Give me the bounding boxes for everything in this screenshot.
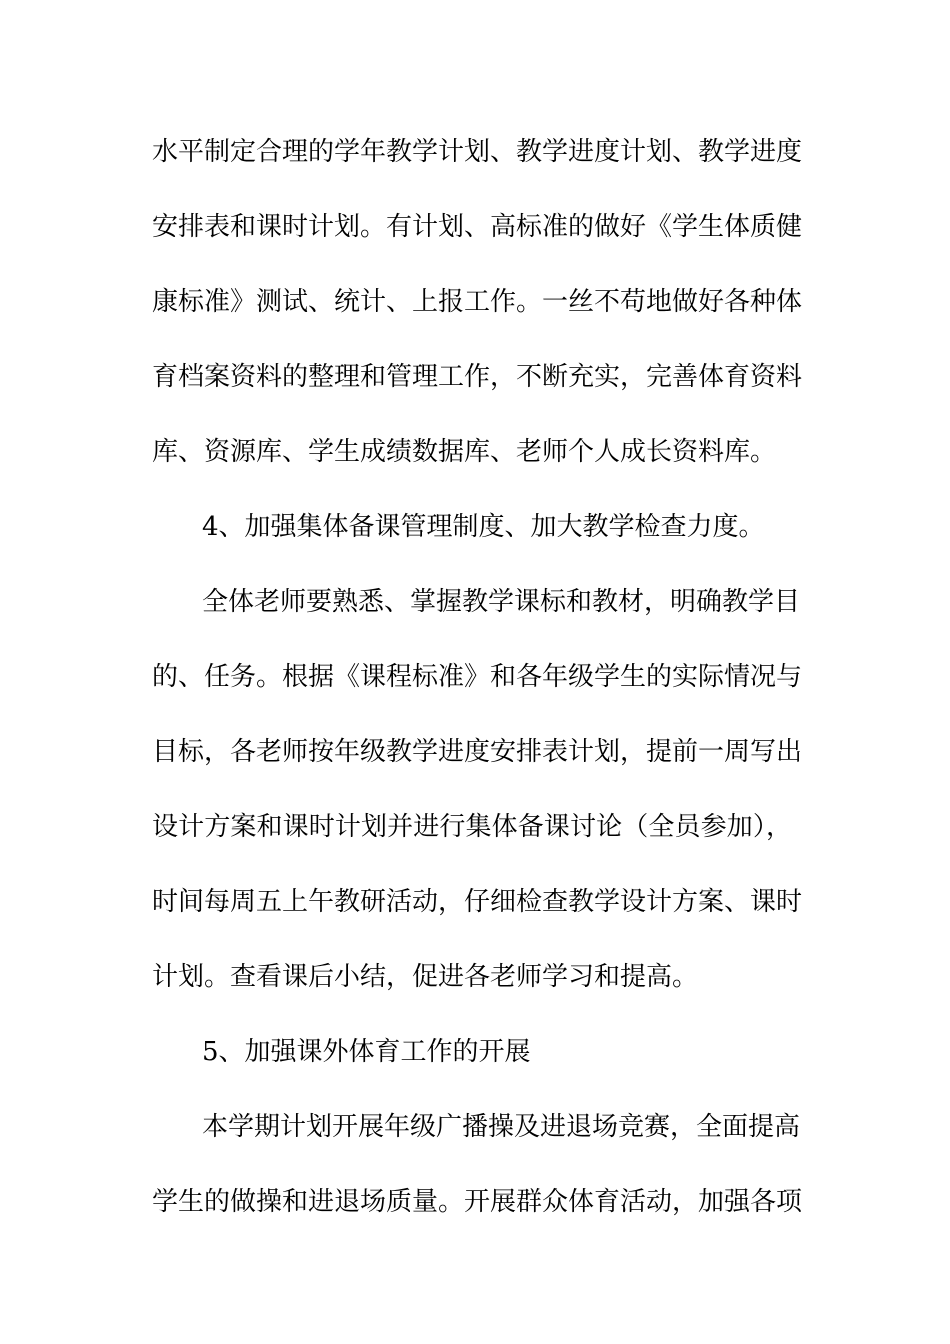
section-heading: 4、加强集体备课管理制度、加大教学检查力度。	[202, 512, 765, 542]
text-line: 库、资源库、学生成绩数据库、老师个人成长资料库。	[152, 437, 777, 467]
text-line: 全体老师要熟悉、掌握教学课标和教材，明确教学目	[202, 587, 801, 617]
text-line: 目标，各老师按年级教学进度安排表计划，提前一周写出	[152, 737, 803, 767]
text-line: 本学期计划开展年级广播操及进退场竞赛，全面提高	[202, 1112, 801, 1142]
text-line: 水平制定合理的学年教学计划、教学进度计划、教学进度	[152, 137, 803, 167]
text-line: 计划。查看课后小结，促进各老师学习和提高。	[152, 962, 699, 992]
text-line: 时间每周五上午教研活动，仔细检查教学设计方案、课时	[152, 887, 803, 917]
text-line: 康标准》测试、统计、上报工作。一丝不苟地做好各种体	[152, 287, 803, 317]
text-line: 设计方案和课时计划并进行集体备课讨论（全员参加），	[152, 812, 792, 842]
text-line: 的、任务。根据《课程标准》和各年级学生的实际情况与	[152, 662, 803, 692]
text-line: 安排表和课时计划。有计划、高标准的做好《学生体质健	[152, 212, 803, 242]
text-line: 育档案资料的整理和管理工作，不断充实，完善体育资料	[152, 362, 803, 392]
section-heading: 5、加强课外体育工作的开展	[202, 1037, 531, 1067]
text-line: 学生的做操和进退场质量。开展群众体育活动，加强各项	[152, 1187, 803, 1217]
